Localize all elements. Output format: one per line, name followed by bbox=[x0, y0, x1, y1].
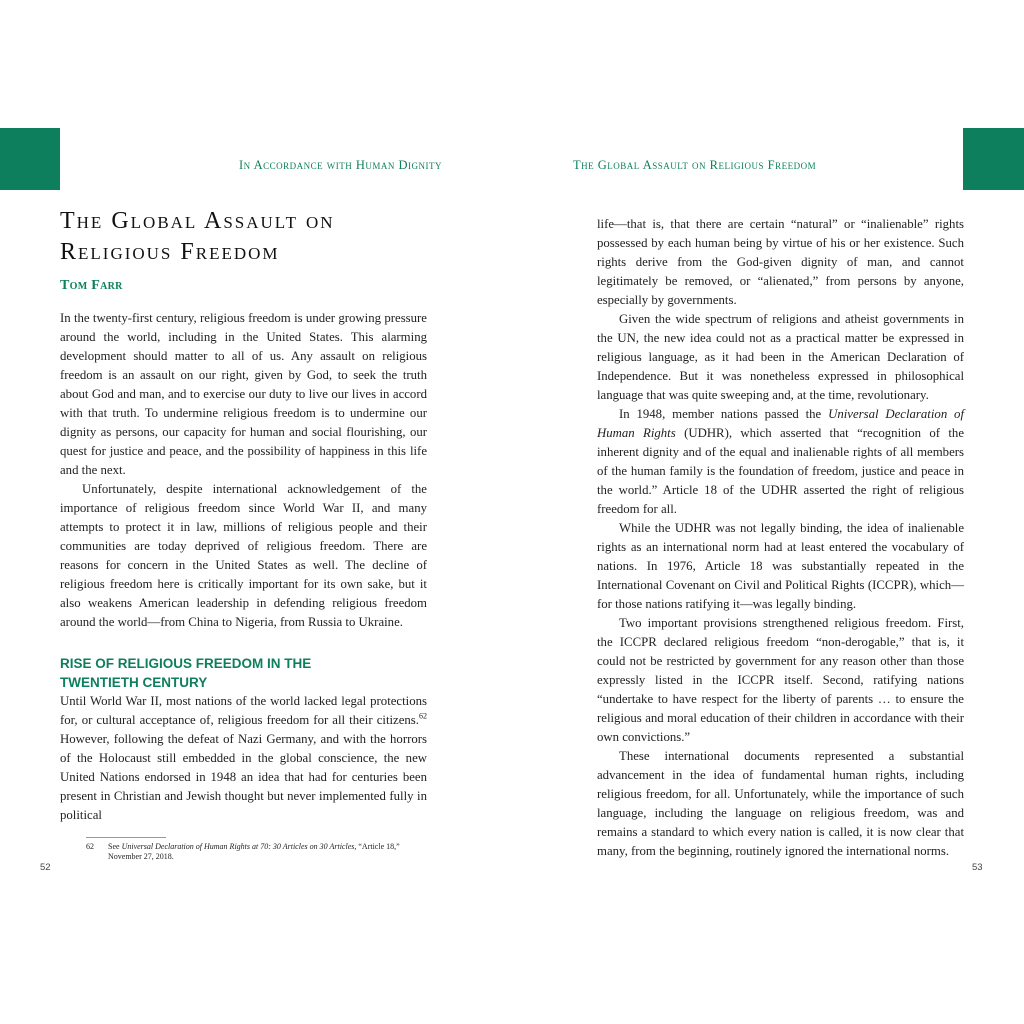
left-paragraph-3-part-a: Until World War II, most nations of the world lacked legal protections for, or cultural acceptance of, religious freedom for all their citizens. bbox=[60, 694, 427, 727]
chapter-title bbox=[60, 206, 427, 268]
footnote bbox=[60, 842, 427, 862]
footnote-text-post: , “Article 18,” November 27, 2018. bbox=[108, 842, 400, 861]
right-paragraph-3-part-b: (UDHR), which asserted that “recognition of the inherent dignity and of the equal and inalienable rights of all members of the human family is the foundation of freedom, justice and peace in the world.” Article 18 of the UDHR asserted the right of religious freedom for all. bbox=[597, 426, 964, 516]
footnote-reference-62: 62 bbox=[419, 711, 427, 721]
section-heading bbox=[60, 654, 427, 692]
right-paragraph-2: Given the wide spectrum of religions and atheist governments in the UN, the new idea could not as a practical matter be expressed in religious language, as it had been in the American Declaration of Independence. But it was nonetheless expressed in philosophical language that was quite sweeping and, at the time, revolutionary. bbox=[597, 312, 964, 402]
chapter-title-line-2: Religious Freedom bbox=[60, 239, 280, 265]
chapter-title-line-1: The Global Assault on bbox=[60, 208, 335, 234]
section-heading-line-2: TWENTIETH CENTURY bbox=[60, 675, 208, 690]
right-paragraph-1: life—that is, that there are certain “natural” or “inalienable” rights possessed by each human being by virtue of his or her existence. Such rights derive from the God-given dignity of man, and cannot legitimately be removed, or “alienated,” from persons by anyone, especially by governments. bbox=[597, 217, 964, 307]
footnote-number: 62 bbox=[86, 842, 94, 851]
section-heading-line-1: RISE OF RELIGIOUS FREEDOM IN THE bbox=[60, 656, 312, 671]
footnote-text bbox=[86, 842, 427, 862]
left-paragraph-2: Unfortunately, despite international acknowledgement of the importance of religious freedom since World War II, and many attempts to protect it in law, millions of religious people and their communities are today deprived of religious freedom. There are reasons for concern in the United States as well. The decline of religious freedom here is critically important for its own sake, but it also weakens American leadership in defending religious freedom around the world—from China to Nigeria, from Russia to Ukraine. bbox=[60, 482, 427, 629]
right-paragraph-3-part-a: In 1948, member nations passed the bbox=[619, 407, 829, 421]
left-paragraph-3 bbox=[60, 692, 427, 825]
right-page-number: 53 bbox=[972, 862, 983, 873]
left-running-head: In Accordance with Human Dignity bbox=[239, 158, 443, 172]
right-running-head: The Global Assault on Religious Freedom bbox=[573, 158, 817, 172]
right-paragraph-5: Two important provisions strengthened religious freedom. First, the ICCPR declared religious freedom “non-derogable,” that is, it could not be restricted by government for any reason other than those expressly listed in the ICCPR itself. Second, ratifying nations “undertake to have respect for the liberty of parents … to ensure the religious and moral education of their children in accordance with their own convictions.” bbox=[597, 616, 964, 744]
left-paragraph-3-part-b: However, following the defeat of Nazi Germany, and with the horrors of the Holocaust still embedded in the global conscience, the new United Nations endorsed in 1948 an idea that had for centuries been present in Christian and Jewish thought but never implemented fully in political bbox=[60, 732, 427, 822]
left-paragraph-1: In the twenty-first century, religious freedom is under growing pressure around the world, including in the United States. This alarming development should matter to all of us. Any assault on religious freedom is an assault on our right, given by God, to seek the truth about God and man, and to exercise our duty to live our lives in accord with that truth. To undermine religious freedom is to undermine our dignity as persons, our capacity for human and social flourishing, our quest for justice and peace, and the possibility of happiness in this life and the next. bbox=[60, 311, 427, 477]
right-page-color-tab bbox=[963, 128, 1024, 190]
footnote-text-pre: See bbox=[108, 842, 122, 851]
right-paragraph-4: While the UDHR was not legally binding, the idea of inalienable rights as an international norm had at least entered the vocabulary of nations. In 1976, Article 18 was substantially repeated in the International Covenant on Civil and Political Rights (ICCPR), which—for those nations ratifying it—was legally binding. bbox=[597, 521, 964, 611]
left-page-color-tab bbox=[0, 128, 60, 190]
footnote-text-italic: Universal Declaration of Human Rights at 70: 30 Articles on 30 Articles bbox=[121, 842, 355, 851]
left-page-column bbox=[60, 206, 427, 862]
right-page-column bbox=[597, 215, 964, 861]
footnote-divider bbox=[86, 837, 166, 838]
right-paragraph-3 bbox=[597, 405, 964, 519]
left-page-number: 52 bbox=[40, 862, 51, 873]
right-paragraph-6: These international documents represented a substantial advancement in the idea of fundamental human rights, including religious freedom, for all. Unfortunately, while the importance of such language, including the language on religious freedom, was and remains a standard to which every nation is called, it is now clear that many, from the beginning, routinely ignored the international norms. bbox=[597, 749, 964, 858]
chapter-author: Tom Farr bbox=[60, 278, 123, 293]
right-paragraph-3-italic: Universal Declaration of Human Rights bbox=[597, 407, 964, 440]
